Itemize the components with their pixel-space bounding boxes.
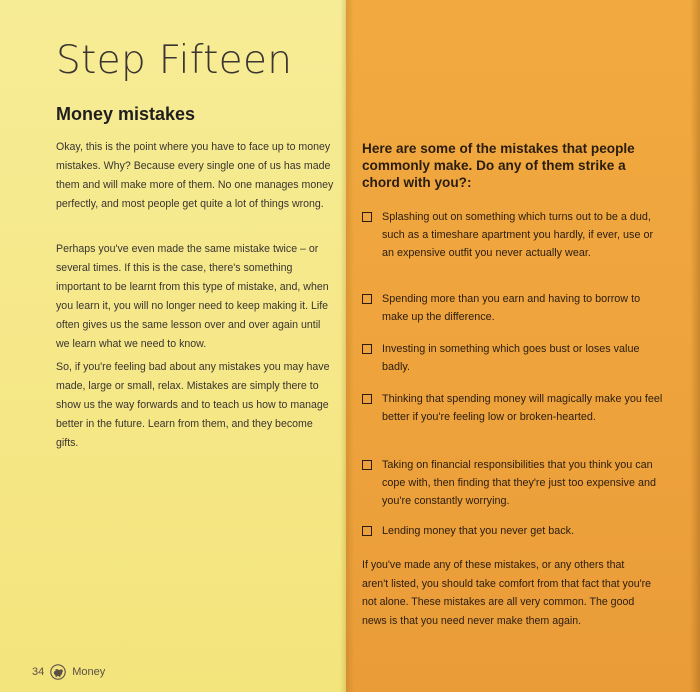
mistake-item (362, 390, 667, 426)
checkbox-icon (362, 394, 372, 404)
step-title: Step Fifteen (56, 38, 293, 83)
checkbox-icon (362, 526, 372, 536)
mistake-text: Investing in something which goes bust or loses value badly. (382, 343, 640, 373)
mistake-text: Thinking that spending money will magically make you feel better if you're feeling low or broken-hearted. (382, 393, 663, 423)
mistake-text: Lending money that you never get back. (382, 525, 575, 537)
lesson-paragraph: Perhaps you've even made the same mistake twice – or several times. If this is the case, there's something important to be learnt from this type of mistake, and, when you learn it, you will no longer need to keep making it. Life often gives us the same lesson over and over again until we learn what we need to know. (56, 243, 329, 350)
closing-paragraph: If you've made any of these mistakes, or any others that aren't listed, you should take comfort from that fact that you're not alone. These mistakes are all very common. The good news is that you need never make them again. (362, 559, 652, 627)
mistake-item (362, 522, 667, 540)
book-spine (340, 0, 354, 692)
checkbox-icon (362, 344, 372, 354)
footer-section-label: Money (72, 666, 106, 678)
mistake-item (362, 290, 667, 326)
mistake-text: Splashing out on something which turns out to be a dud, such as a timeshare apartment you hardly, if ever, use or an expensive outfit you never actually wear. (382, 211, 654, 259)
mistake-item (362, 340, 667, 376)
intro-paragraph: Okay, this is the point where you have to face up to money mistakes. Why? Because every single one of us has made them and will make more of them. No one manages money perfectly, and most people get quite a lot of things wrong. (56, 141, 334, 210)
reassurance-paragraph: So, if you're feeling bad about any mistakes you may have made, large or small, relax. Mistakes are simply there to show us the way forwards and to teach us how to manage better in the future. Learn from them, and they become gifts. (56, 361, 330, 449)
mistake-item (362, 208, 667, 262)
section-heading: Money mistakes (56, 104, 196, 124)
page-footer (32, 664, 105, 680)
mistakes-heading: Here are some of the mistakes that people commonly make. Do any of them strike a chord with you?: (362, 141, 635, 190)
checkbox-icon (362, 294, 372, 304)
mistake-item (362, 456, 667, 510)
mistake-text: Taking on financial responsibilities that you think you can cope with, then finding that they're just too expensive and you're constantly worrying. (382, 459, 656, 507)
piggy-bank-icon (50, 664, 66, 680)
checkbox-icon (362, 212, 372, 222)
page-number: 34 (32, 666, 45, 678)
checkbox-icon (362, 460, 372, 470)
page-edge-shadow (690, 0, 700, 692)
mistake-text: Spending more than you earn and having to borrow to make up the difference. (382, 293, 641, 323)
